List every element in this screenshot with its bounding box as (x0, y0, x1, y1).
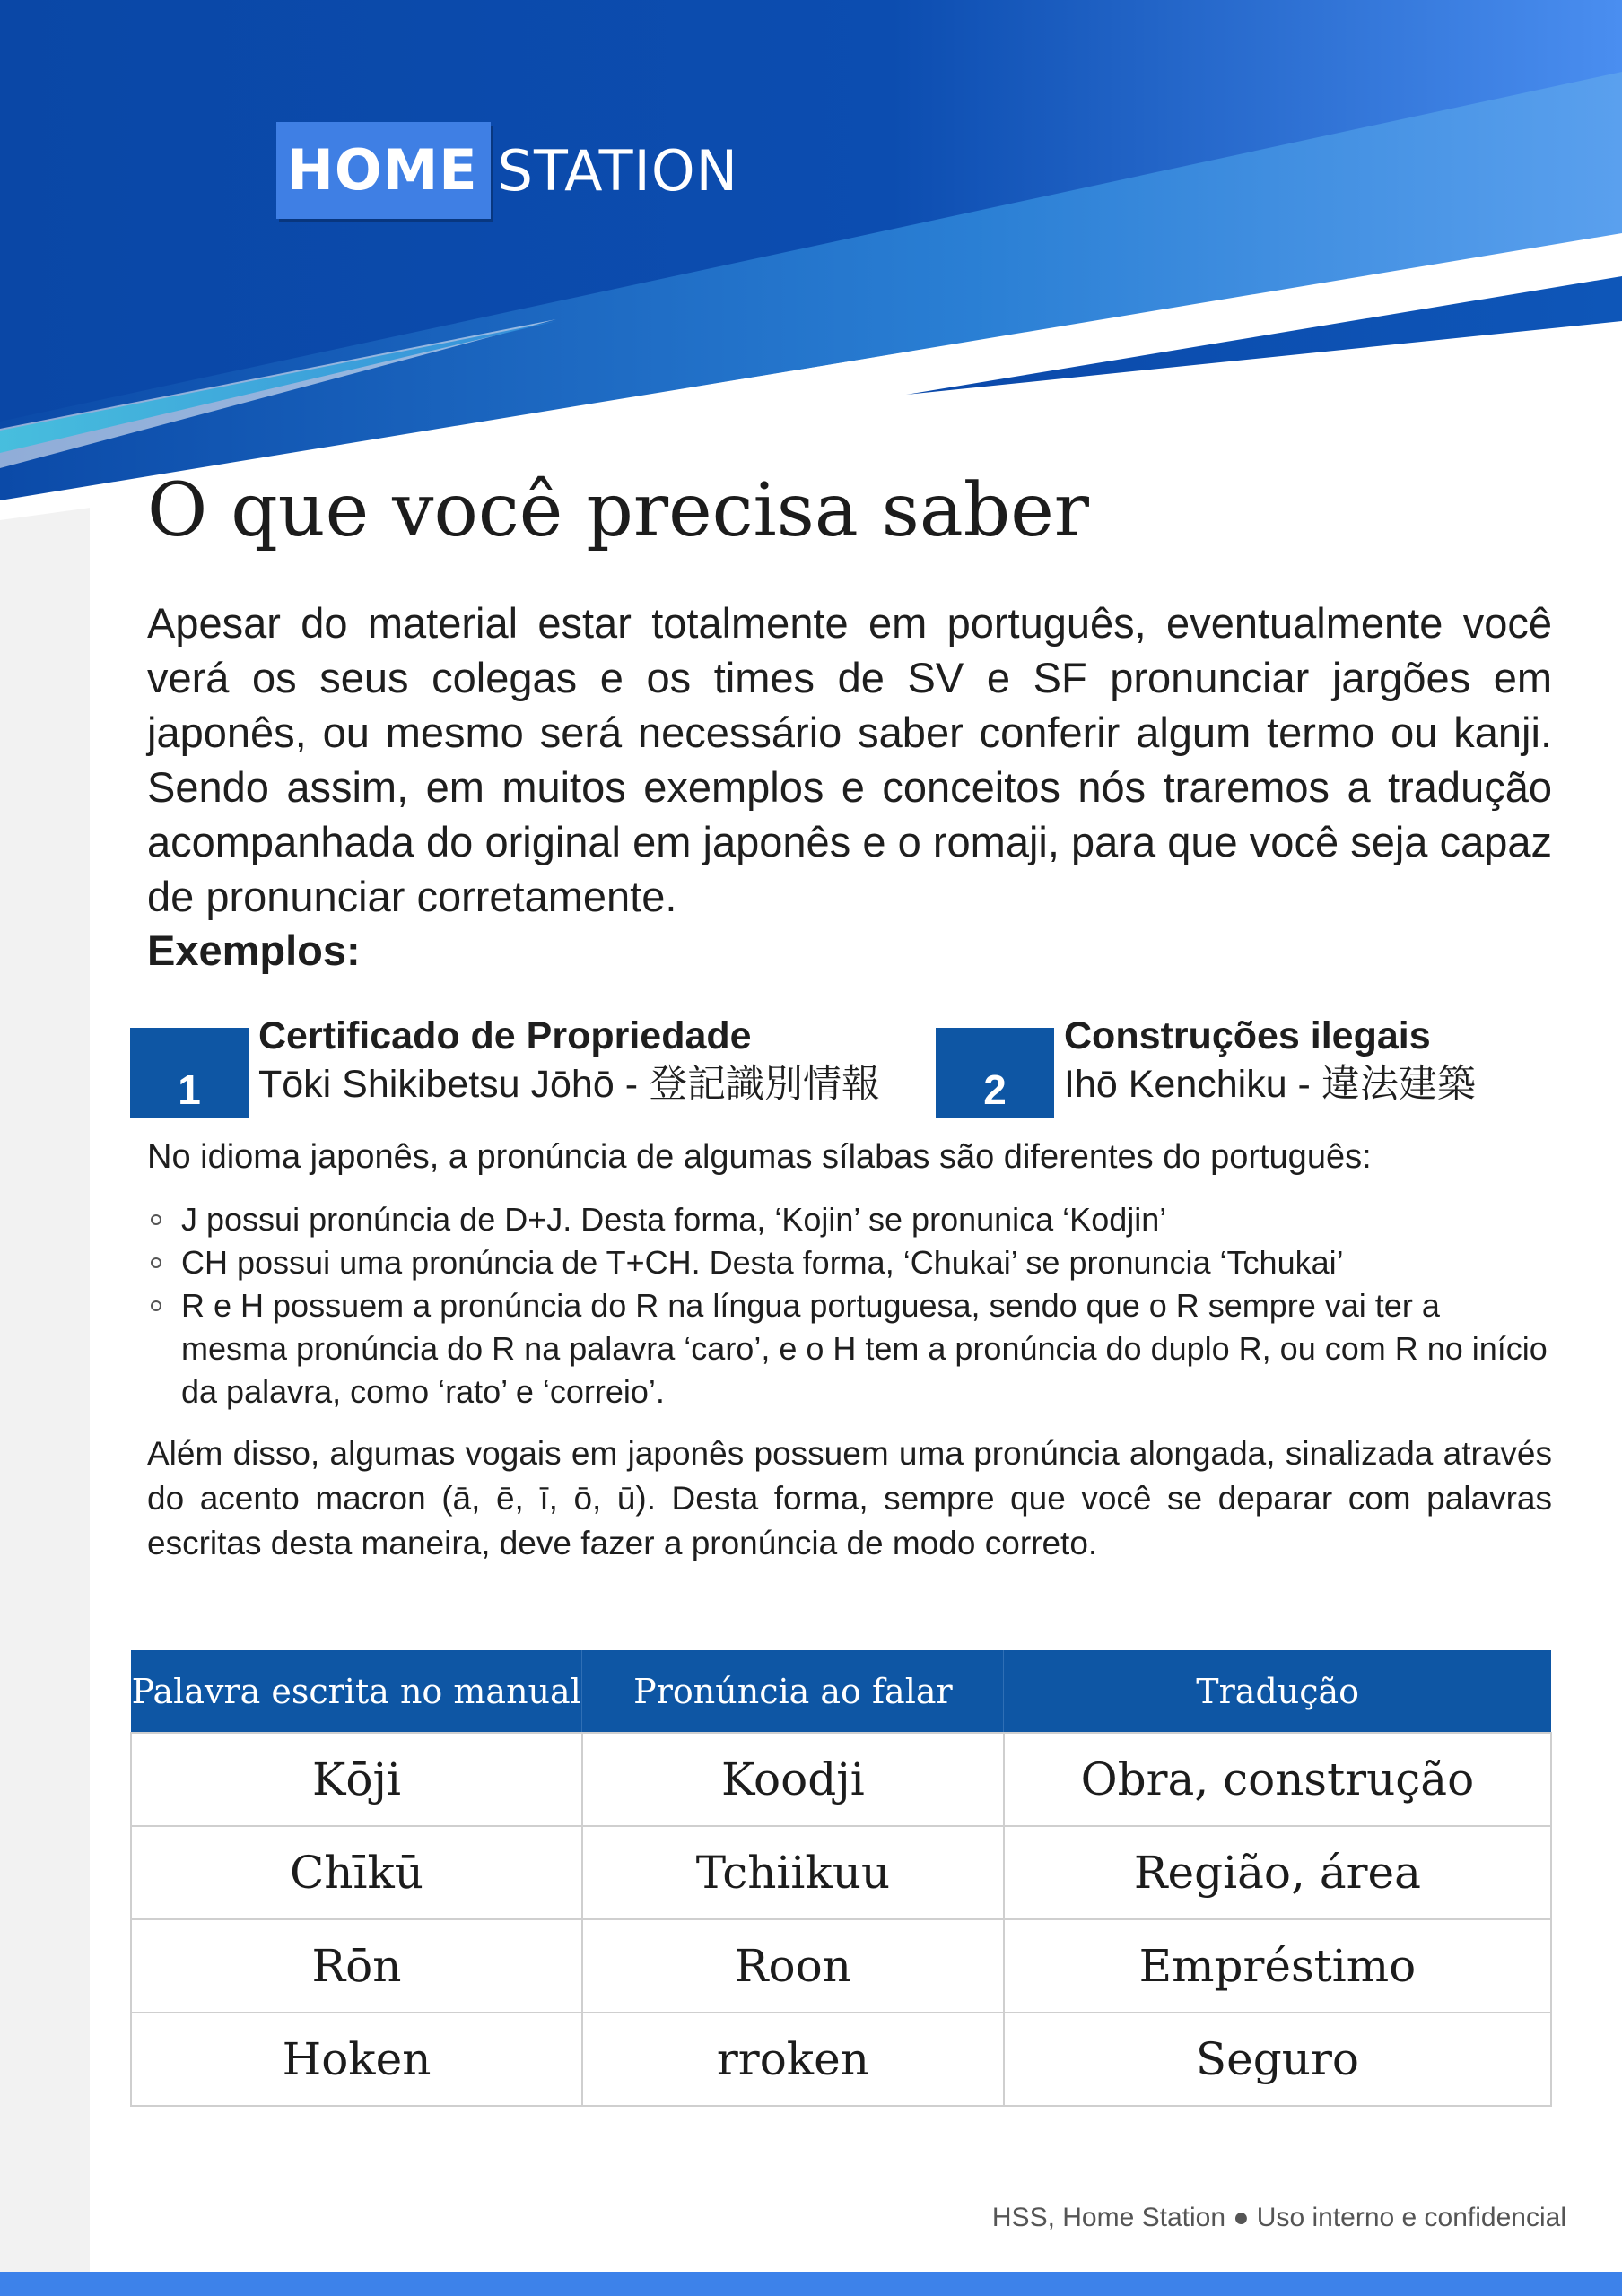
macron-paragraph: Além disso, algumas vogais em japonês possuem uma pronúncia alongada, sinalizada através do acento macron (ā, ē, ī, ō, ū). Desta forma, sempre que você se deparar com palavras escritas desta maneira, deve fazer a pronúncia de modo correto. (147, 1435, 1552, 1561)
table-header-cell: Pronúncia ao falar (582, 1650, 1004, 1733)
page-title: O que você precisa saber (147, 468, 1089, 553)
logo-station-text: STATION (497, 137, 739, 204)
example-text (258, 1012, 880, 1109)
example-title: Certificado de Propriedade (258, 1014, 752, 1057)
table-cell: Tchiikuu (582, 1826, 1004, 1919)
example-subtitle: Ihō Kenchiku - 違法建築 (1064, 1063, 1476, 1106)
list-item: CH possui uma pronúncia de T+CH. Desta forma, ‘Chukai’ se pronuncia ‘Tchukai’ (147, 1241, 1552, 1284)
table-cell: Chīkū (131, 1826, 582, 1919)
logo-home-text: HOME (276, 122, 491, 219)
pronunciation-intro: No idioma japonês, a pronúncia de algumas sílabas são diferentes do português: (147, 1138, 1372, 1176)
table-header-cell: Palavra escrita no manual (131, 1650, 582, 1733)
table-header-row (131, 1650, 1551, 1733)
table-cell: rroken (582, 2013, 1004, 2106)
example-subtitle: Tōki Shikibetsu Jōhō - 登記識別情報 (258, 1063, 880, 1106)
table-cell: Região, área (1004, 1826, 1551, 1919)
table-row (131, 1919, 1551, 2013)
table-cell: Empréstimo (1004, 1919, 1551, 2013)
table-cell: Seguro (1004, 2013, 1551, 2106)
table-header-cell: Tradução (1004, 1650, 1551, 1733)
list-item: R e H possuem a pronúncia do R na língua portuguesa, sendo que o R sempre vai ter a mesma pronúncia do R na palavra ‘caro’, e o H tem a pronúncia do duplo R, ou com R no início da palavra, como ‘rato’ e ‘correio’. (147, 1284, 1552, 1413)
intro-paragraph: Apesar do material estar totalmente em português, eventualmente você verá os seus colegas e os times de SV e SF pronunciar jargões em japonês, ou mesmo será necessário saber conferir algum termo ou kanji. Sendo assim, em muitos exemplos e conceitos nós traremos a tradução acompanhada do original em japonês e o romaji, para que você seja capaz de pronunciar corretamente. (147, 599, 1552, 920)
pronunciation-table (130, 1650, 1552, 2107)
table-row (131, 1733, 1551, 1826)
header-banner (0, 0, 1622, 520)
example-number-badge: 2 (936, 1028, 1054, 1118)
pronunciation-rules-list (147, 1198, 1552, 1413)
examples-heading: Exemplos: (147, 926, 361, 974)
table-cell: Roon (582, 1919, 1004, 2013)
table-cell: Hoken (131, 2013, 582, 2106)
table-cell: Rōn (131, 1919, 582, 2013)
table-cell: Koodji (582, 1733, 1004, 1826)
home-station-logo (276, 122, 738, 219)
list-item: J possui pronúncia de D+J. Desta forma, ‘Kojin’ se pronunica ‘Kodjin’ (147, 1198, 1552, 1241)
example-text (1064, 1012, 1476, 1109)
footer-text: HSS, Home Station ● Uso interno e confidencial (991, 2203, 1566, 2232)
table-row (131, 2013, 1551, 2106)
table-row (131, 1826, 1551, 1919)
example-number-badge: 1 (130, 1028, 249, 1118)
bottom-accent-bar (0, 2272, 1622, 2296)
example-title: Construções ilegais (1064, 1014, 1431, 1057)
table-cell: Obra, construção (1004, 1733, 1551, 1826)
table-cell: Kōji (131, 1733, 582, 1826)
